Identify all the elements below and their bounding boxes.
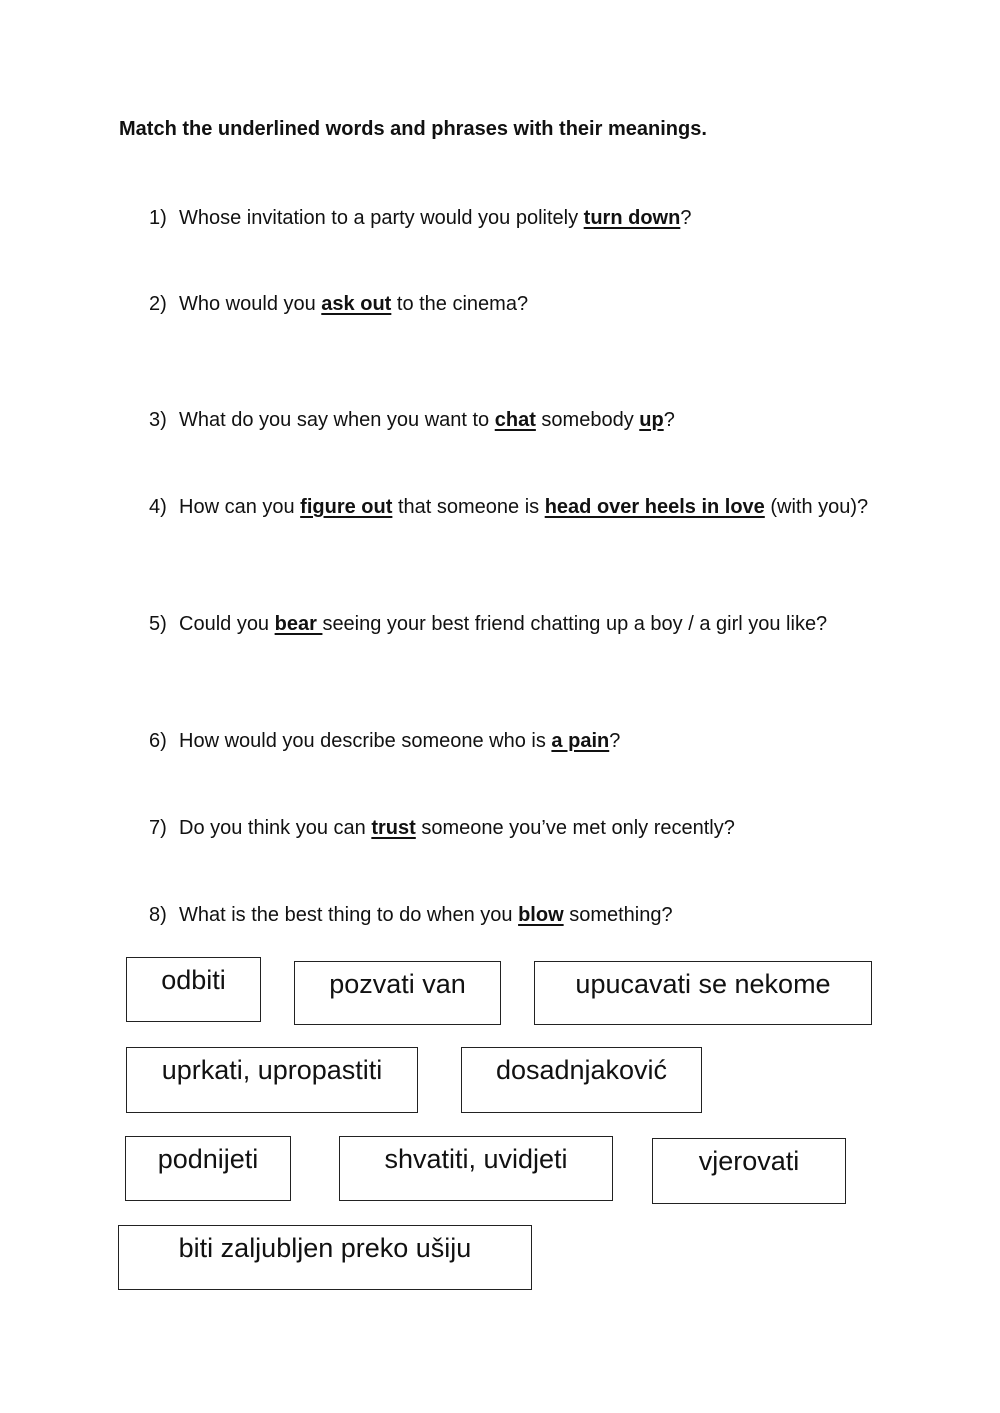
key-phrase: up xyxy=(639,409,664,431)
answer-card-dosadnjakovic[interactable]: dosadnjaković xyxy=(461,1047,702,1113)
question-6 xyxy=(149,727,879,756)
question-text-part: seeing your best friend chatting up a boy / a girl you like? xyxy=(322,613,828,635)
question-text-part: to the cinema? xyxy=(391,293,529,315)
question-text-part: Who would you xyxy=(179,293,322,315)
answer-card-shvatiti[interactable]: shvatiti, uvidjeti xyxy=(339,1136,613,1201)
question-number: 2) xyxy=(149,293,167,315)
answer-card-biti-zaljubljen[interactable]: biti zaljubljen preko ušiju xyxy=(118,1225,532,1290)
question-number: 1) xyxy=(149,207,167,229)
question-text xyxy=(179,814,879,843)
answer-card-vjerovati[interactable]: vjerovati xyxy=(652,1138,846,1204)
question-text-part: someone you’ve met only recently? xyxy=(415,817,735,839)
question-2 xyxy=(149,290,879,319)
question-1 xyxy=(149,204,879,233)
question-text-part: that someone is xyxy=(392,496,545,518)
key-phrase: head over heels in love xyxy=(544,496,765,518)
question-text-part: something? xyxy=(563,904,673,926)
instruction-heading: Match the underlined words and phrases with their meanings. xyxy=(119,118,707,140)
question-number: 5) xyxy=(149,613,167,635)
key-phrase: chat xyxy=(494,409,536,431)
question-text xyxy=(179,493,879,522)
key-phrase: turn down xyxy=(583,207,681,229)
question-number: 7) xyxy=(149,817,167,839)
question-4 xyxy=(149,493,879,522)
key-phrase: bear xyxy=(274,613,323,635)
question-text-part: ? xyxy=(680,207,692,229)
question-text xyxy=(179,901,879,930)
question-text xyxy=(179,727,879,756)
answer-card-podnijeti[interactable]: podnijeti xyxy=(125,1136,291,1201)
key-phrase: blow xyxy=(518,904,564,926)
question-text-part: What do you say when you want to xyxy=(179,409,495,431)
key-phrase: trust xyxy=(371,817,416,839)
key-phrase: a pain xyxy=(551,730,610,752)
question-text xyxy=(179,290,879,319)
answer-card-uprkati[interactable]: uprkati, upropastiti xyxy=(126,1047,418,1113)
question-number: 6) xyxy=(149,730,167,752)
question-text xyxy=(179,204,879,233)
question-text-part: Whose invitation to a party would you politely xyxy=(179,207,584,229)
key-phrase: figure out xyxy=(300,496,393,518)
question-5 xyxy=(149,610,879,639)
answer-card-upucavati-se[interactable]: upucavati se nekome xyxy=(534,961,872,1025)
question-text-part: ? xyxy=(663,409,675,431)
question-text-part: somebody xyxy=(535,409,640,431)
key-phrase: ask out xyxy=(321,293,392,315)
question-text xyxy=(179,610,879,639)
question-text xyxy=(179,406,879,435)
question-7 xyxy=(149,814,879,843)
question-text-part: How would you describe someone who is xyxy=(179,730,552,752)
question-text-part: Do you think you can xyxy=(179,817,372,839)
question-3 xyxy=(149,406,879,435)
question-text-part: What is the best thing to do when you xyxy=(179,904,519,926)
question-number: 4) xyxy=(149,496,167,518)
answer-card-odbiti[interactable]: odbiti xyxy=(126,957,261,1022)
question-text-part: ? xyxy=(609,730,621,752)
answer-card-pozvati-van[interactable]: pozvati van xyxy=(294,961,501,1025)
question-number: 8) xyxy=(149,904,167,926)
question-text-part: How can you xyxy=(179,496,301,518)
question-number: 3) xyxy=(149,409,167,431)
question-text-part: (with you)? xyxy=(764,496,869,518)
question-8 xyxy=(149,901,879,930)
question-text-part: Could you xyxy=(179,613,275,635)
